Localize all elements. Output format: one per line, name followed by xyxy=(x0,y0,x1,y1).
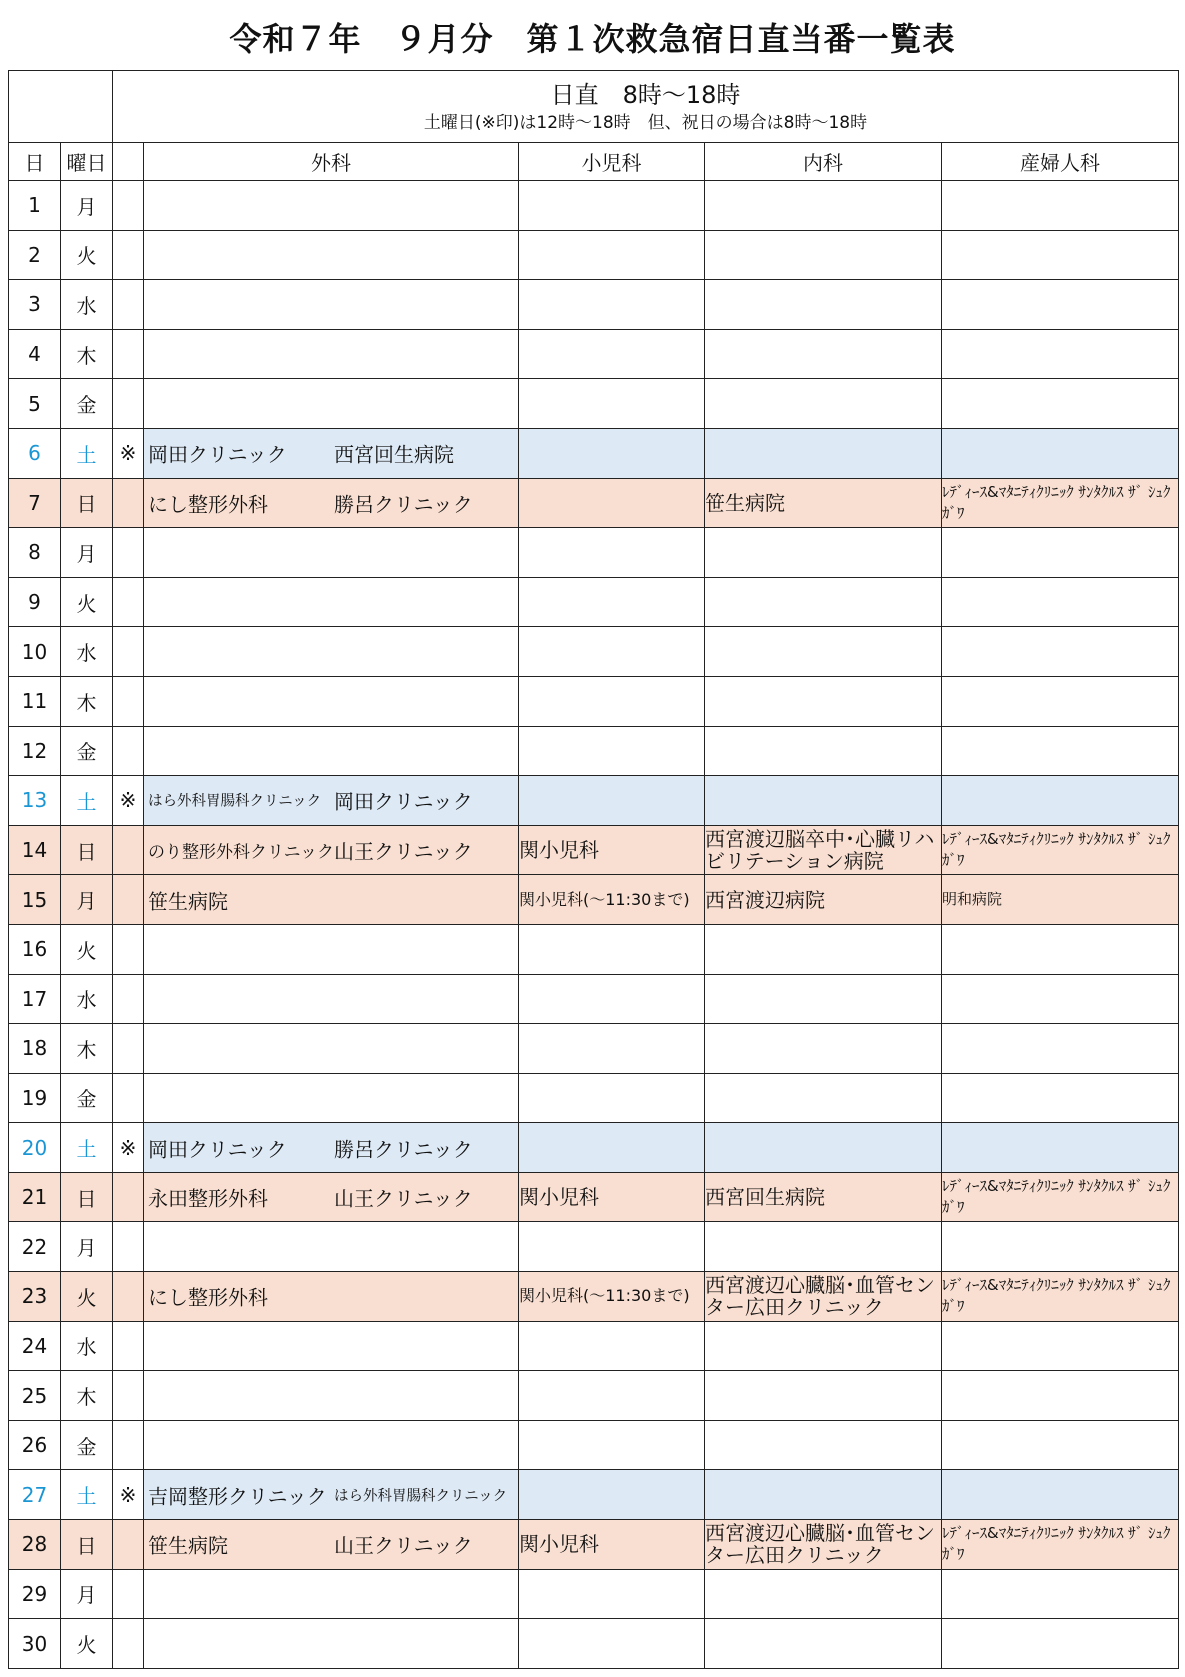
obgyn-cell xyxy=(942,726,1179,776)
pediatrics-cell xyxy=(519,1420,705,1470)
saturday-mark xyxy=(113,230,144,280)
day-number: 20 xyxy=(9,1123,61,1173)
day-of-week: 水 xyxy=(61,974,113,1024)
day-of-week: 木 xyxy=(61,676,113,726)
pediatrics-cell xyxy=(519,379,705,429)
saturday-mark: ※ xyxy=(113,428,144,478)
day-number: 29 xyxy=(9,1569,61,1619)
obgyn-cell xyxy=(942,280,1179,330)
day-of-week: 火 xyxy=(61,230,113,280)
obgyn-cell xyxy=(942,230,1179,280)
table-row xyxy=(9,1619,1179,1669)
day-of-week: 水 xyxy=(61,627,113,677)
surgery-clinic-1: 笹生病院 xyxy=(148,889,228,914)
day-of-week: 水 xyxy=(61,1321,113,1371)
surgery-clinic-2: 勝呂クリニック xyxy=(334,1137,473,1162)
saturday-mark xyxy=(113,1520,144,1570)
saturday-mark xyxy=(113,181,144,231)
saturday-mark xyxy=(113,379,144,429)
saturday-mark xyxy=(113,1272,144,1322)
table-row xyxy=(9,1123,1179,1173)
saturday-mark xyxy=(113,924,144,974)
pediatrics-cell xyxy=(519,280,705,330)
header-row-columns xyxy=(9,143,1179,181)
internal-cell xyxy=(705,528,942,578)
pediatrics-cell xyxy=(519,776,705,826)
surgery-cell xyxy=(144,379,519,429)
day-number: 8 xyxy=(9,528,61,578)
obgyn-cell xyxy=(942,974,1179,1024)
table-row xyxy=(9,627,1179,677)
page-title: 令和７年 ９月分 第１次救急宿日直当番一覧表 xyxy=(229,20,956,58)
day-number: 23 xyxy=(9,1272,61,1322)
pediatrics-cell: 関小児科 xyxy=(519,1520,705,1570)
pediatrics-cell xyxy=(519,1321,705,1371)
surgery-cell xyxy=(144,280,519,330)
saturday-mark xyxy=(113,1172,144,1222)
table-row xyxy=(9,230,1179,280)
pediatrics-cell xyxy=(519,974,705,1024)
pediatrics-cell xyxy=(519,1619,705,1669)
surgery-cell xyxy=(144,528,519,578)
surgery-cell xyxy=(144,1222,519,1272)
internal-cell xyxy=(705,1321,942,1371)
saturday-mark: ※ xyxy=(113,776,144,826)
day-of-week: 日 xyxy=(61,825,113,875)
pediatrics-cell xyxy=(519,230,705,280)
internal-cell xyxy=(705,1123,942,1173)
column-header-dow: 曜日 xyxy=(61,143,113,181)
day-number: 21 xyxy=(9,1172,61,1222)
obgyn-cell: ﾚﾃﾞｨｰｽ&ﾏﾀﾆﾃｨｸﾘﾆｯｸ ｻﾝﾀｸﾙｽ ｻﾞ ｼｭｸｶﾞﾜ xyxy=(942,1172,1179,1222)
obgyn-cell xyxy=(942,1569,1179,1619)
internal-cell xyxy=(705,1024,942,1074)
saturday-mark xyxy=(113,1569,144,1619)
day-number: 28 xyxy=(9,1520,61,1570)
surgery-clinic-2: 岡田クリニック xyxy=(334,789,473,814)
obgyn-cell: ﾚﾃﾞｨｰｽ&ﾏﾀﾆﾃｨｸﾘﾆｯｸ ｻﾝﾀｸﾙｽ ｻﾞ ｼｭｸｶﾞﾜ xyxy=(942,1520,1179,1570)
table-row xyxy=(9,1222,1179,1272)
surgery-cell xyxy=(144,924,519,974)
table-row xyxy=(9,379,1179,429)
day-number: 24 xyxy=(9,1321,61,1371)
surgery-cell xyxy=(144,875,519,925)
pediatrics-cell xyxy=(519,676,705,726)
pediatrics-cell: 関小児科 xyxy=(519,1172,705,1222)
surgery-cell xyxy=(144,1420,519,1470)
saturday-mark xyxy=(113,825,144,875)
day-number: 9 xyxy=(9,577,61,627)
obgyn-cell xyxy=(942,676,1179,726)
obgyn-cell xyxy=(942,1024,1179,1074)
day-number: 22 xyxy=(9,1222,61,1272)
internal-cell: 西宮渡辺病院 xyxy=(705,875,942,925)
day-number: 1 xyxy=(9,181,61,231)
obgyn-cell xyxy=(942,627,1179,677)
obgyn-cell xyxy=(942,1073,1179,1123)
pediatrics-cell xyxy=(519,726,705,776)
obgyn-cell: ﾚﾃﾞｨｰｽ&ﾏﾀﾆﾃｨｸﾘﾆｯｸ ｻﾝﾀｸﾙｽ ｻﾞ ｼｭｸｶﾞﾜ xyxy=(942,825,1179,875)
day-of-week: 月 xyxy=(61,1222,113,1272)
surgery-cell xyxy=(144,478,519,528)
surgery-clinic-2: 山王クリニック xyxy=(334,1533,473,1558)
surgery-cell xyxy=(144,726,519,776)
day-number: 30 xyxy=(9,1619,61,1669)
day-of-week: 日 xyxy=(61,478,113,528)
daytime-hours: 日直 8時～18時 xyxy=(550,80,741,109)
obgyn-cell xyxy=(942,1470,1179,1520)
day-number: 18 xyxy=(9,1024,61,1074)
surgery-cell xyxy=(144,230,519,280)
surgery-cell xyxy=(144,1172,519,1222)
pediatrics-cell xyxy=(519,924,705,974)
saturday-mark xyxy=(113,1073,144,1123)
surgery-clinic-2: 山王クリニック xyxy=(334,839,473,864)
pediatrics-cell xyxy=(519,1470,705,1520)
table-row xyxy=(9,875,1179,925)
internal-cell xyxy=(705,577,942,627)
saturday-mark xyxy=(113,676,144,726)
saturday-note: 土曜日(※印)は12時～18時 但、祝日の場合は8時～18時 xyxy=(423,112,868,133)
table-row xyxy=(9,329,1179,379)
column-header-mark xyxy=(113,143,144,181)
day-of-week: 日 xyxy=(61,1172,113,1222)
day-of-week: 月 xyxy=(61,1569,113,1619)
pediatrics-cell xyxy=(519,181,705,231)
surgery-cell xyxy=(144,329,519,379)
surgery-clinic-1: にし整形外科 xyxy=(148,492,268,517)
internal-cell xyxy=(705,181,942,231)
column-header-internal: 内科 xyxy=(705,143,942,181)
saturday-mark xyxy=(113,627,144,677)
obgyn-cell xyxy=(942,1222,1179,1272)
internal-cell xyxy=(705,1470,942,1520)
day-number: 15 xyxy=(9,875,61,925)
internal-cell xyxy=(705,1371,942,1421)
day-of-week: 月 xyxy=(61,875,113,925)
surgery-cell xyxy=(144,676,519,726)
surgery-clinic-1: 岡田クリニック xyxy=(148,442,287,467)
internal-cell xyxy=(705,379,942,429)
table-row xyxy=(9,825,1179,875)
table-row xyxy=(9,726,1179,776)
internal-cell: 西宮渡辺心臓脳･血管センター広田クリニック xyxy=(705,1272,942,1322)
day-of-week: 金 xyxy=(61,726,113,776)
table-row xyxy=(9,1520,1179,1570)
column-header-pediatrics: 小児科 xyxy=(519,143,705,181)
surgery-cell xyxy=(144,577,519,627)
surgery-cell xyxy=(144,1569,519,1619)
internal-cell: 西宮渡辺脳卒中･心臓リハビリテーション病院 xyxy=(705,825,942,875)
day-of-week: 月 xyxy=(61,181,113,231)
table-row xyxy=(9,1569,1179,1619)
day-of-week: 土 xyxy=(61,776,113,826)
day-number: 2 xyxy=(9,230,61,280)
day-number: 16 xyxy=(9,924,61,974)
obgyn-cell xyxy=(942,577,1179,627)
day-of-week: 木 xyxy=(61,329,113,379)
day-number: 3 xyxy=(9,280,61,330)
table-row xyxy=(9,1172,1179,1222)
saturday-mark xyxy=(113,1420,144,1470)
day-number: 12 xyxy=(9,726,61,776)
pediatrics-cell xyxy=(519,577,705,627)
internal-cell: 笹生病院 xyxy=(705,478,942,528)
obgyn-cell xyxy=(942,428,1179,478)
saturday-mark xyxy=(113,478,144,528)
day-of-week: 金 xyxy=(61,1073,113,1123)
surgery-cell xyxy=(144,181,519,231)
saturday-mark xyxy=(113,329,144,379)
pediatrics-cell xyxy=(519,478,705,528)
table-row xyxy=(9,428,1179,478)
table-row xyxy=(9,1321,1179,1371)
day-number: 6 xyxy=(9,428,61,478)
header-row-daytime xyxy=(9,71,1179,143)
surgery-cell xyxy=(144,1470,519,1520)
surgery-cell xyxy=(144,1520,519,1570)
obgyn-cell xyxy=(942,1420,1179,1470)
table-row xyxy=(9,528,1179,578)
obgyn-cell xyxy=(942,528,1179,578)
surgery-clinic-1: のり整形外科クリニック xyxy=(148,842,334,863)
surgery-cell xyxy=(144,627,519,677)
internal-cell xyxy=(705,1222,942,1272)
table-row xyxy=(9,676,1179,726)
day-number: 13 xyxy=(9,776,61,826)
day-of-week: 水 xyxy=(61,280,113,330)
day-of-week: 土 xyxy=(61,428,113,478)
obgyn-cell: 明和病院 xyxy=(942,875,1179,925)
saturday-mark xyxy=(113,280,144,330)
internal-cell: 西宮回生病院 xyxy=(705,1172,942,1222)
column-header-day: 日 xyxy=(9,143,61,181)
column-header-surgery: 外科 xyxy=(144,143,519,181)
internal-cell xyxy=(705,1569,942,1619)
day-number: 25 xyxy=(9,1371,61,1421)
surgery-clinic-2: 山王クリニック xyxy=(334,1186,473,1211)
pediatrics-cell: 関小児科(～11:30まで) xyxy=(519,1272,705,1322)
surgery-clinic-2: はら外科胃腸科クリニック xyxy=(334,1488,508,1505)
internal-cell xyxy=(705,428,942,478)
surgery-cell xyxy=(144,1073,519,1123)
saturday-mark: ※ xyxy=(113,1123,144,1173)
internal-cell xyxy=(705,676,942,726)
pediatrics-cell xyxy=(519,1569,705,1619)
surgery-clinic-1: 永田整形外科 xyxy=(148,1186,268,1211)
day-number: 17 xyxy=(9,974,61,1024)
pediatrics-cell xyxy=(519,1222,705,1272)
day-number: 19 xyxy=(9,1073,61,1123)
day-of-week: 火 xyxy=(61,924,113,974)
saturday-mark: ※ xyxy=(113,1470,144,1520)
pediatrics-cell: 関小児科(～11:30まで) xyxy=(519,875,705,925)
day-number: 4 xyxy=(9,329,61,379)
day-of-week: 金 xyxy=(61,1420,113,1470)
internal-cell xyxy=(705,974,942,1024)
column-header-obgyn: 産婦人科 xyxy=(942,143,1179,181)
surgery-cell xyxy=(144,1024,519,1074)
obgyn-cell xyxy=(942,1619,1179,1669)
obgyn-cell xyxy=(942,379,1179,429)
surgery-cell xyxy=(144,974,519,1024)
surgery-cell xyxy=(144,776,519,826)
table-row xyxy=(9,1272,1179,1322)
day-of-week: 土 xyxy=(61,1123,113,1173)
day-number: 5 xyxy=(9,379,61,429)
surgery-clinic-1: 笹生病院 xyxy=(148,1533,228,1558)
day-of-week: 金 xyxy=(61,379,113,429)
table-row xyxy=(9,478,1179,528)
day-of-week: 月 xyxy=(61,528,113,578)
obgyn-cell xyxy=(942,1321,1179,1371)
obgyn-cell xyxy=(942,776,1179,826)
internal-cell xyxy=(705,627,942,677)
pediatrics-cell xyxy=(519,1371,705,1421)
obgyn-cell xyxy=(942,924,1179,974)
day-of-week: 火 xyxy=(61,1272,113,1322)
surgery-cell xyxy=(144,825,519,875)
saturday-mark xyxy=(113,1321,144,1371)
table-row xyxy=(9,577,1179,627)
surgery-clinic-1: にし整形外科 xyxy=(148,1285,268,1310)
pediatrics-cell xyxy=(519,1024,705,1074)
day-number: 7 xyxy=(9,478,61,528)
obgyn-cell xyxy=(942,329,1179,379)
header-corner xyxy=(9,71,113,143)
table-row xyxy=(9,974,1179,1024)
surgery-cell xyxy=(144,428,519,478)
surgery-clinic-1: はら外科胃腸科クリニック xyxy=(148,793,322,810)
day-number: 26 xyxy=(9,1420,61,1470)
day-of-week: 火 xyxy=(61,577,113,627)
internal-cell xyxy=(705,280,942,330)
obgyn-cell xyxy=(942,1371,1179,1421)
internal-cell xyxy=(705,726,942,776)
pediatrics-cell xyxy=(519,428,705,478)
saturday-mark xyxy=(113,528,144,578)
table-row xyxy=(9,1371,1179,1421)
obgyn-cell: ﾚﾃﾞｨｰｽ&ﾏﾀﾆﾃｨｸﾘﾆｯｸ ｻﾝﾀｸﾙｽ ｻﾞ ｼｭｸｶﾞﾜ xyxy=(942,478,1179,528)
day-of-week: 土 xyxy=(61,1470,113,1520)
saturday-mark xyxy=(113,1371,144,1421)
table-row xyxy=(9,924,1179,974)
day-of-week: 木 xyxy=(61,1371,113,1421)
day-number: 14 xyxy=(9,825,61,875)
pediatrics-cell xyxy=(519,528,705,578)
internal-cell xyxy=(705,1420,942,1470)
internal-cell xyxy=(705,776,942,826)
surgery-clinic-1: 岡田クリニック xyxy=(148,1137,287,1162)
obgyn-cell: ﾚﾃﾞｨｰｽ&ﾏﾀﾆﾃｨｸﾘﾆｯｸ ｻﾝﾀｸﾙｽ ｻﾞ ｼｭｸｶﾞﾜ xyxy=(942,1272,1179,1322)
surgery-cell xyxy=(144,1272,519,1322)
surgery-cell xyxy=(144,1123,519,1173)
pediatrics-cell: 関小児科 xyxy=(519,825,705,875)
day-number: 27 xyxy=(9,1470,61,1520)
day-number: 11 xyxy=(9,676,61,726)
table-row xyxy=(9,1470,1179,1520)
pediatrics-cell xyxy=(519,1073,705,1123)
daytime-header-cell xyxy=(113,71,1179,143)
pediatrics-cell xyxy=(519,1123,705,1173)
internal-cell xyxy=(705,1073,942,1123)
pediatrics-cell xyxy=(519,627,705,677)
table-row xyxy=(9,280,1179,330)
saturday-mark xyxy=(113,974,144,1024)
table-row xyxy=(9,181,1179,231)
saturday-mark xyxy=(113,1024,144,1074)
internal-cell xyxy=(705,329,942,379)
day-number: 10 xyxy=(9,627,61,677)
surgery-cell xyxy=(144,1321,519,1371)
obgyn-cell xyxy=(942,1123,1179,1173)
day-of-week: 火 xyxy=(61,1619,113,1669)
table-row xyxy=(9,776,1179,826)
internal-cell xyxy=(705,230,942,280)
saturday-mark xyxy=(113,577,144,627)
pediatrics-cell xyxy=(519,329,705,379)
internal-cell xyxy=(705,924,942,974)
internal-cell: 西宮渡辺心臓脳･血管センター広田クリニック xyxy=(705,1520,942,1570)
internal-cell xyxy=(705,1619,942,1669)
saturday-mark xyxy=(113,726,144,776)
day-of-week: 日 xyxy=(61,1520,113,1570)
duty-schedule-table xyxy=(8,70,1179,1669)
saturday-mark xyxy=(113,1222,144,1272)
obgyn-cell xyxy=(942,181,1179,231)
surgery-clinic-2: 勝呂クリニック xyxy=(334,492,473,517)
day-of-week: 木 xyxy=(61,1024,113,1074)
saturday-mark xyxy=(113,875,144,925)
surgery-cell xyxy=(144,1619,519,1669)
saturday-mark xyxy=(113,1619,144,1669)
surgery-clinic-2: 西宮回生病院 xyxy=(334,442,454,467)
table-row xyxy=(9,1073,1179,1123)
table-row xyxy=(9,1420,1179,1470)
surgery-cell xyxy=(144,1371,519,1421)
surgery-clinic-1: 吉岡整形クリニック xyxy=(148,1484,327,1509)
table-row xyxy=(9,1024,1179,1074)
